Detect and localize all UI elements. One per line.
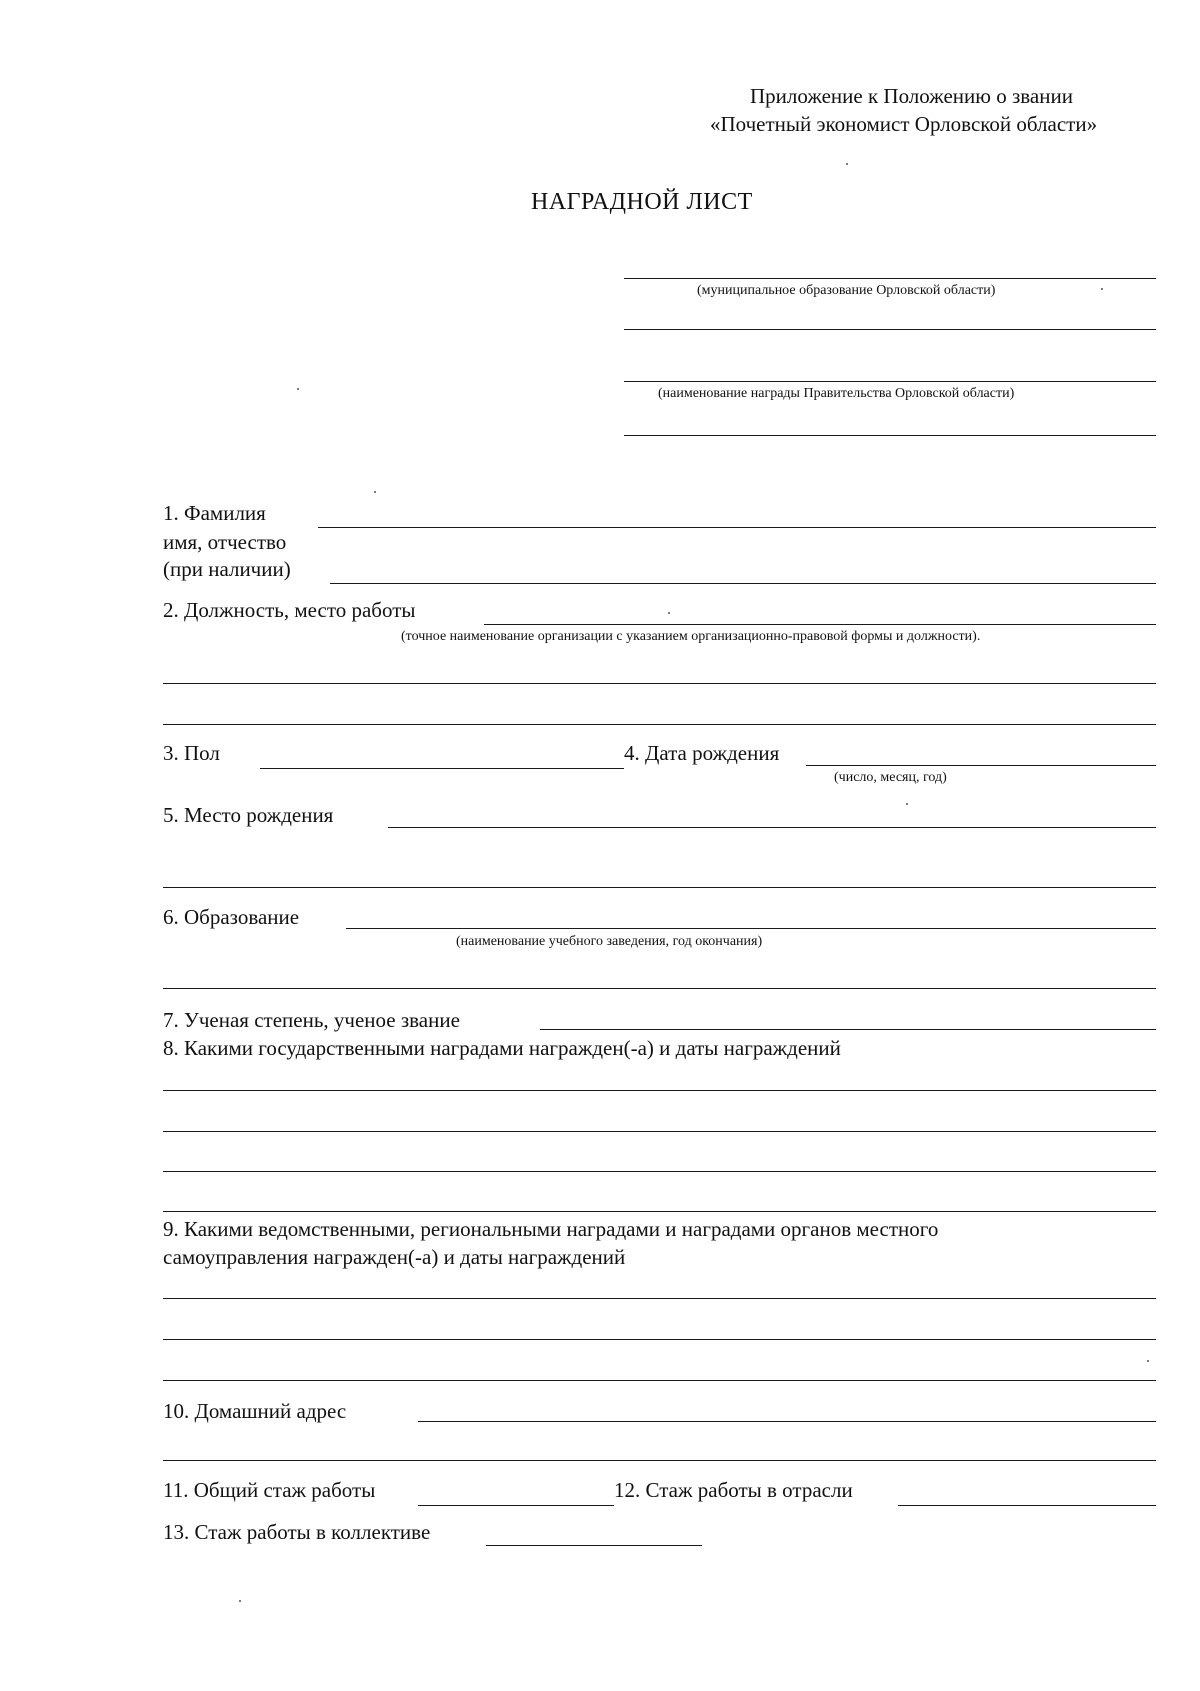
- field-10-line-2: [163, 1460, 1156, 1461]
- field-10-label: 10. Домашний адрес: [163, 1399, 347, 1423]
- field-6-line: [346, 928, 1156, 929]
- scan-speck: [1101, 288, 1103, 290]
- field-5-line-2: [163, 887, 1156, 888]
- education-caption: (наименование учебного заведения, год окончания): [456, 934, 763, 949]
- field-9-line-3: [163, 1380, 1156, 1381]
- field-2-line: [484, 624, 1156, 625]
- field-11-label: 11. Общий стаж работы: [163, 1478, 376, 1502]
- appendix-line-1: Приложение к Положению о звании: [750, 84, 1073, 108]
- field-13-line: [486, 1545, 702, 1546]
- award-name-caption: (наименование награды Правительства Орловской области): [658, 386, 1015, 401]
- field-1-label-line1: 1. Фамилия: [163, 501, 266, 525]
- field-6-label: 6. Образование: [163, 905, 300, 929]
- field-6-line-2: [163, 988, 1156, 989]
- field-9-label-line1: 9. Какими ведомственными, региональными наградами и наградами органов местного: [163, 1217, 939, 1241]
- award-name-line: [624, 381, 1156, 382]
- field-12-line: [898, 1505, 1156, 1506]
- field-2-line-3: [163, 724, 1156, 725]
- field-1-line-1: [318, 527, 1156, 528]
- field-5-line: [388, 827, 1156, 828]
- field-8-label: 8. Какими государственными наградами награжден(-а) и даты награждений: [163, 1036, 841, 1060]
- scan-speck: [1147, 1360, 1149, 1362]
- field-5-label: 5. Место рождения: [163, 803, 334, 827]
- field-10-line: [418, 1421, 1156, 1422]
- scan-speck: [297, 388, 299, 390]
- field-4-line: [806, 765, 1156, 766]
- field-7-line: [540, 1029, 1156, 1030]
- municipality-caption: (муниципальное образование Орловской области): [697, 283, 996, 298]
- field-9-label-line2: самоуправления награжден(-а) и даты награждений: [163, 1245, 626, 1269]
- field-8-line-4: [163, 1211, 1156, 1212]
- field-3-line: [260, 768, 624, 769]
- scan-speck: [374, 491, 376, 493]
- field-7-label: 7. Ученая степень, ученое звание: [163, 1008, 460, 1032]
- birth-date-caption: (число, месяц, год): [834, 770, 947, 785]
- field-1-line-2: [330, 583, 1156, 584]
- field-2-line-2: [163, 683, 1156, 684]
- field-3-label: 3. Пол: [163, 741, 220, 765]
- field-8-line-2: [163, 1131, 1156, 1132]
- field-12-label: 12. Стаж работы в отрасли: [614, 1478, 853, 1502]
- field-2-label: 2. Должность, место работы: [163, 598, 416, 622]
- field-11-line: [418, 1505, 614, 1506]
- field-8-line-1: [163, 1090, 1156, 1091]
- appendix-line-2: «Почетный экономист Орловской области»: [710, 112, 1098, 136]
- scan-speck: [668, 612, 670, 614]
- scan-speck: [906, 803, 908, 805]
- field-1-label-line2: имя, отчество: [163, 530, 287, 554]
- scan-speck: [239, 1600, 241, 1602]
- award-name-line-2: [624, 435, 1156, 436]
- field-4-label: 4. Дата рождения: [624, 741, 780, 765]
- field-8-line-3: [163, 1171, 1156, 1172]
- field-9-line-1: [163, 1298, 1156, 1299]
- scan-speck: [846, 163, 848, 165]
- municipality-line: [624, 278, 1156, 279]
- document-title: НАГРАДНОЙ ЛИСТ: [531, 189, 753, 215]
- organization-caption: (точное наименование организации с указанием организационно-правовой формы и должности).: [401, 629, 981, 644]
- field-13-label: 13. Стаж работы в коллективе: [163, 1520, 431, 1544]
- municipality-line-2: [624, 329, 1156, 330]
- field-1-label-line3: (при наличии): [163, 557, 291, 581]
- field-9-line-2: [163, 1339, 1156, 1340]
